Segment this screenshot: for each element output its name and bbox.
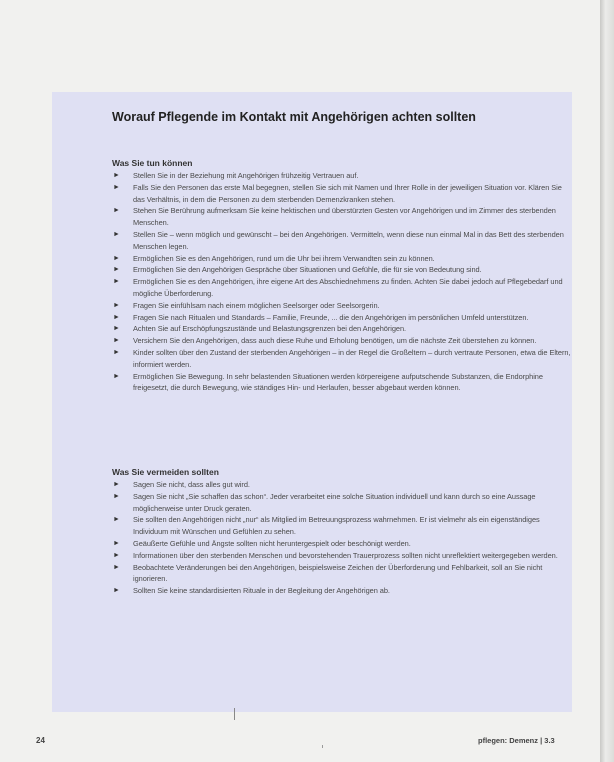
list-item <box>112 300 572 312</box>
arrow-bullet-icon: ► <box>113 563 120 571</box>
list-item-text: Fragen Sie einfühlsam nach einem möglichen Seelsorger oder Seelsorgerin. <box>133 300 380 310</box>
list-item <box>112 562 572 586</box>
section-what-you-can-do <box>112 158 572 394</box>
list-item-text: Sollten Sie keine standardisierten Rituale in der Begleitung der Angehörigen ab. <box>133 586 390 596</box>
list-item-text: Fragen Sie nach Ritualen und Standards – Familie, Freunde, ... die den Angehörigen im persönlichen Umfeld unterstützen. <box>133 312 529 322</box>
bullet-list <box>112 170 572 394</box>
section-heading: Was Sie tun können <box>112 158 193 168</box>
scan-mark <box>322 745 323 748</box>
section-what-to-avoid <box>112 467 572 597</box>
list-item-text: Ermöglichen Sie den Angehörigen Gespräche über Situationen und Gefühle, die für sie von Bedeutung sind. <box>133 265 482 275</box>
arrow-bullet-icon: ► <box>113 539 120 547</box>
list-item-text: Geäußerte Gefühle und Ängste sollten nicht heruntergespielt oder beschönigt werden. <box>133 538 411 548</box>
arrow-bullet-icon: ► <box>113 551 120 559</box>
arrow-bullet-icon: ► <box>113 337 120 345</box>
list-item <box>112 264 572 276</box>
list-item-text: Ermöglichen Sie Bewegung. In sehr belastenden Situationen werden körpereigene aufputschende Substanzen, die Endorphine freigesetzt, die durch Bewegung, wie ständiges Hin- und Herlaufen, besser abgebaut werden können. <box>133 371 543 393</box>
arrow-bullet-icon: ► <box>113 207 120 215</box>
section-heading: Was Sie vermeiden sollten <box>112 467 219 477</box>
arrow-bullet-icon: ► <box>113 278 120 286</box>
arrow-bullet-icon: ► <box>113 172 120 179</box>
list-item-text: Sie sollten den Angehörigen nicht „nur“ als Mitglied im Betreuungsprozess wahrnehmen. Er ist vielmehr als ein eigenständiges Individuum mit Wünschen und Gefühlen zu sehen. <box>133 515 540 537</box>
list-item <box>112 323 572 335</box>
bullet-list <box>112 479 572 597</box>
box-title: Worauf Pflegende im Kontakt mit Angehörigen achten sollten <box>112 110 476 124</box>
arrow-bullet-icon: ► <box>113 587 120 595</box>
list-item <box>112 550 572 562</box>
list-item-text: Sagen Sie nicht, dass alles gut wird. <box>133 480 250 489</box>
list-item-text: Falls Sie den Personen das erste Mal begegnen, stellen Sie sich mit Namen und Ihrer Rolle in der jeweiligen Situation vor. Klären Sie das Verhältnis, in dem die Personen zu dem sterbenden Demenzkranken stehen. <box>133 182 562 204</box>
list-item <box>112 253 572 265</box>
list-item <box>112 491 572 515</box>
page-number: 24 <box>36 736 45 745</box>
list-item <box>112 371 572 395</box>
list-item-text: Sagen Sie nicht „Sie schaffen das schon“. Jeder verarbeitet eine solche Situation individuell und kann durch so eine Aussage möglicherweise unter Druck geraten. <box>133 491 536 513</box>
scan-mark <box>234 708 235 720</box>
list-item <box>112 229 572 253</box>
publication-label: pflegen: Demenz | 3.3 <box>478 736 555 745</box>
list-item <box>112 479 572 491</box>
list-item-text: Stellen Sie – wenn möglich und gewünscht – bei den Angehörigen. Vermitteln, wenn diese nun einmal Mal in das Bett des sterbenden Menschen legen. <box>133 229 564 251</box>
list-item-text: Ermöglichen Sie es den Angehörigen, rund um die Uhr bei ihrem Verwandten sein zu können. <box>133 253 435 263</box>
arrow-bullet-icon: ► <box>113 254 120 262</box>
list-item-text: Beobachtete Veränderungen bei den Angehörigen, beispielsweise Zeichen der Überforderung und Fehlbarkeit, soll an Sie nicht ignorieren. <box>133 562 543 584</box>
list-item-text: Versichern Sie den Angehörigen, dass auch diese Ruhe und Erholung benötigen, um die nächste Zeit überstehen zu können. <box>133 336 537 346</box>
list-item <box>112 170 572 182</box>
arrow-bullet-icon: ► <box>113 372 120 380</box>
list-item <box>112 335 572 347</box>
arrow-bullet-icon: ► <box>113 516 120 524</box>
list-item <box>112 182 572 206</box>
arrow-bullet-icon: ► <box>113 230 120 238</box>
arrow-bullet-icon: ► <box>113 325 120 333</box>
arrow-bullet-icon: ► <box>113 301 120 309</box>
list-item-text: Informationen über den sterbenden Menschen und bevorstehenden Trauerprozess sollten nicht unreflektiert weitergegeben werden. <box>133 550 558 560</box>
list-item <box>112 585 572 597</box>
list-item <box>112 514 572 538</box>
list-item-text: Kinder sollten über den Zustand der sterbenden Angehörigen – in der Regel die Großeltern – durch vertraute Personen, etwa die Eltern, informiert werden. <box>133 347 571 369</box>
list-item <box>112 312 572 324</box>
arrow-bullet-icon: ► <box>113 481 120 488</box>
arrow-bullet-icon: ► <box>113 492 120 500</box>
list-item-text: Stehen Sie Berührung aufmerksam Sie keine hektischen und überstürzten Gesten vor Angehörigen und im Zimmer des sterbenden Menschen. <box>133 206 556 228</box>
list-item <box>112 276 572 300</box>
arrow-bullet-icon: ► <box>113 313 120 321</box>
arrow-bullet-icon: ► <box>113 266 120 274</box>
list-item <box>112 205 572 229</box>
list-item <box>112 538 572 550</box>
list-item-text: Ermöglichen Sie es den Angehörigen, ihre eigene Art des Abschiednehmens zu finden. Achten Sie dabei jedoch auf Pflegebedarf und mögliche Überforderung. <box>133 277 563 298</box>
list-item-text: Stellen Sie in der Beziehung mit Angehörigen frühzeitig Vertrauen auf. <box>133 171 359 180</box>
book-gutter <box>600 0 614 762</box>
list-item <box>112 347 572 371</box>
list-item-text: Achten Sie auf Erschöpfungszustände und Belastungsgrenzen bei den Angehörigen. <box>133 324 407 334</box>
arrow-bullet-icon: ► <box>113 183 120 191</box>
arrow-bullet-icon: ► <box>113 348 120 356</box>
